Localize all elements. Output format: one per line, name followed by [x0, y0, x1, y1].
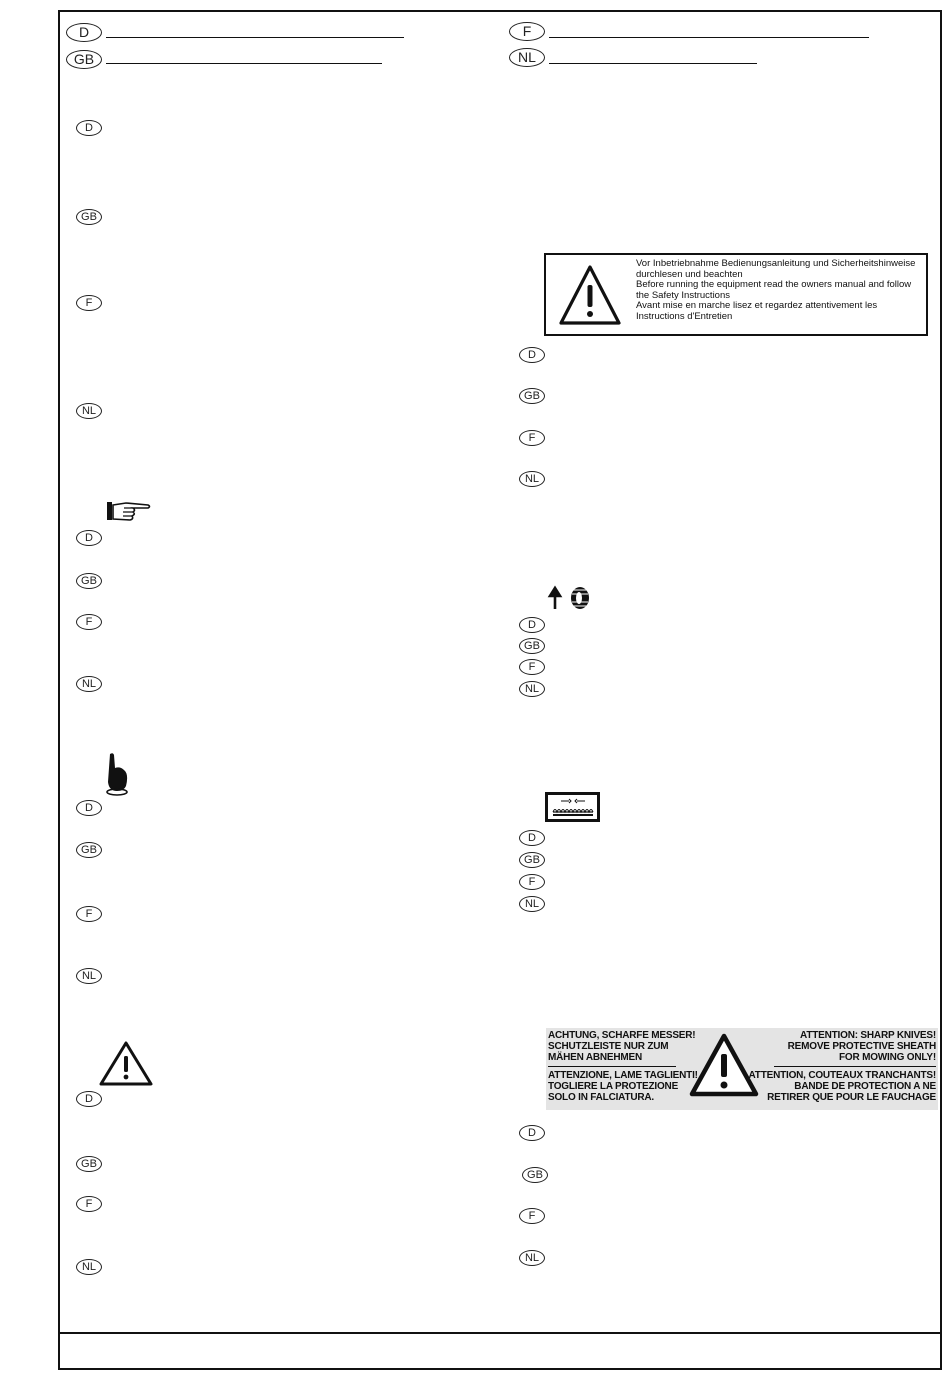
sharp-knives-sticker: [546, 1028, 938, 1110]
pointing-hand-icon: [106, 498, 152, 524]
lang-badge-f: F: [519, 874, 545, 890]
sticker-line: REMOVE PROTECTIVE SHEATH: [787, 1041, 936, 1052]
page-frame: [58, 10, 942, 1370]
cutter-bar-icon: [545, 792, 601, 822]
sticker-block-it: [548, 1070, 698, 1103]
lang-badge-nl: NL: [519, 471, 545, 487]
warning-triangle-icon: [558, 263, 622, 327]
lang-badge-f: F: [519, 659, 545, 675]
lang-badge-d: D: [519, 1125, 545, 1141]
lang-badge-d: D: [76, 1091, 102, 1107]
lang-badge-gb: GB: [519, 388, 545, 404]
sticker-block-en: [788, 1030, 936, 1063]
lang-badge-f: F: [76, 295, 102, 311]
lang-badge-gb: GB: [519, 638, 545, 654]
sticker-block-de: [548, 1030, 695, 1063]
sticker-line: TOGLIERE LA PROTEZIONE: [548, 1081, 679, 1092]
sticker-line: Instructions d'Entretien: [636, 310, 733, 322]
header-lang-f: F: [509, 22, 545, 41]
sticker-line: SOLO IN FALCIATURA.: [548, 1092, 655, 1103]
lang-badge-nl: NL: [519, 896, 545, 912]
header-rule: [106, 37, 404, 38]
lang-badge-nl: NL: [519, 681, 545, 697]
sticker-line: ACHTUNG, SCHARFE MESSER!: [548, 1030, 696, 1041]
lang-badge-d: D: [76, 530, 102, 546]
sticker-line: ATTENTION: SHARP KNIVES!: [800, 1030, 936, 1041]
header-rule: [106, 63, 382, 64]
lang-badge-f: F: [76, 1196, 102, 1212]
sticker-divider: [774, 1066, 936, 1067]
lang-badge-d: D: [519, 347, 545, 363]
sticker-line: Vor Inbetriebnahme Bedienungsanleitung und Sicherheitshinweise: [636, 258, 916, 269]
sticker-line: FOR MOWING ONLY!: [839, 1052, 936, 1063]
lang-badge-f: F: [519, 430, 545, 446]
sticker-line: the Safety Instructions: [636, 289, 730, 301]
lang-badge-d: D: [76, 120, 102, 136]
lang-badge-gb: GB: [76, 573, 102, 589]
lang-badge-f: F: [76, 906, 102, 922]
finger-pressure-icon: [104, 752, 132, 796]
sticker-line: BANDE DE PROTECTION A NE: [794, 1081, 936, 1092]
sticker-line: Before running the equipment read the owners manual and follow: [636, 279, 912, 290]
sticker-divider: [548, 1066, 676, 1067]
lang-badge-nl: NL: [519, 1250, 545, 1266]
lang-badge-gb: GB: [76, 209, 102, 225]
safety-instructions-sticker: [544, 253, 928, 336]
sticker-line: ATTENZIONE, LAME TAGLIENTI!: [548, 1070, 698, 1081]
footer-divider: [58, 1332, 942, 1334]
lang-badge-d: D: [519, 830, 545, 846]
lang-badge-nl: NL: [76, 1259, 102, 1275]
lang-badge-d: D: [519, 617, 545, 633]
lang-badge-f: F: [76, 614, 102, 630]
sticker-text: [636, 259, 915, 322]
header-lang-nl: NL: [509, 48, 545, 67]
lang-badge-f: F: [519, 1208, 545, 1224]
sticker-line: ATTENTION, COUTEAUX TRANCHANTS!: [748, 1070, 936, 1081]
lang-badge-d: D: [76, 800, 102, 816]
header-rule: [549, 63, 757, 64]
lang-badge-nl: NL: [76, 968, 102, 984]
lang-badge-nl: NL: [76, 676, 102, 692]
header-lang-d: D: [66, 23, 102, 42]
sticker-line: durchlesen und beachten: [636, 268, 743, 280]
lang-badge-gb: GB: [519, 852, 545, 868]
lang-badge-nl: NL: [76, 403, 102, 419]
header-rule: [549, 37, 869, 38]
warning-triangle-icon: [98, 1040, 154, 1086]
sticker-line: RETIRER QUE POUR LE FAUCHAGE: [767, 1092, 936, 1103]
sticker-line: MÄHEN ABNEHMEN: [548, 1052, 643, 1063]
sticker-block-fr: [749, 1070, 937, 1103]
lang-badge-gb: GB: [522, 1167, 548, 1183]
sticker-line: SCHUTZLEISTE NUR ZUM: [548, 1041, 669, 1052]
lang-badge-gb: GB: [76, 842, 102, 858]
header-lang-gb: GB: [66, 50, 102, 69]
lang-badge-gb: GB: [76, 1156, 102, 1172]
tire-pressure-icon: [546, 585, 592, 611]
sticker-line: Avant mise en marche lisez et regardez attentivement les: [636, 300, 878, 311]
